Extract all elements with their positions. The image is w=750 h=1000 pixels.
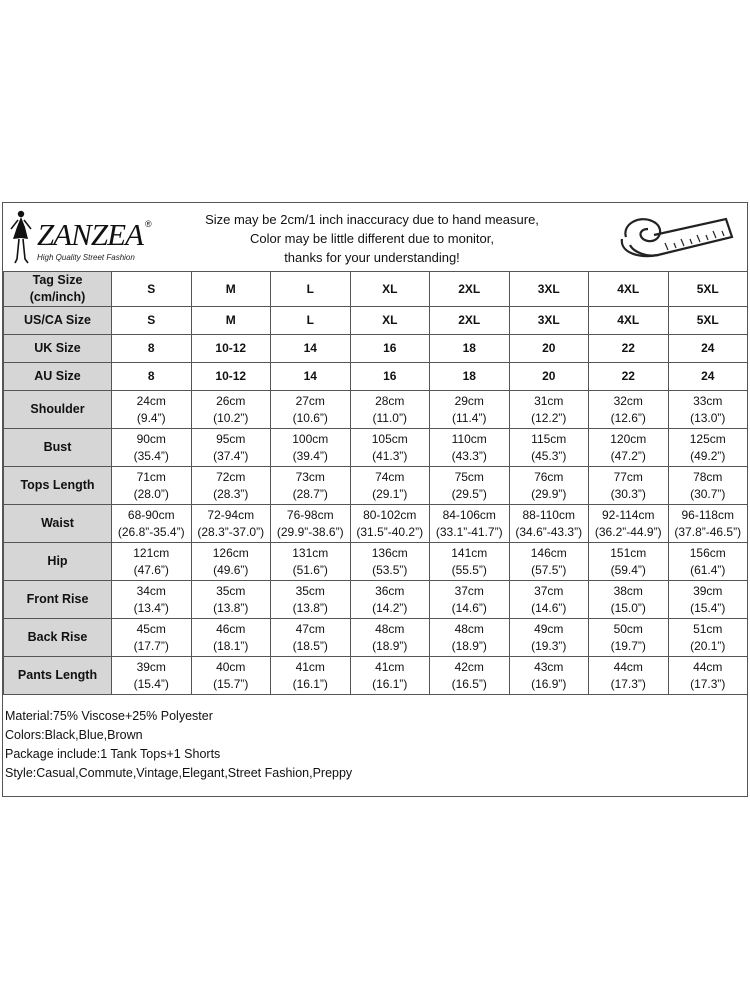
inch-value: (18.9”) [451,638,487,653]
measurement-cell [668,657,748,695]
measurement-cell [191,505,271,543]
size-cell: 10-12 [191,335,271,363]
size-header-row [4,272,748,307]
inch-value: (28.0”) [133,486,169,501]
inch-value: (15.4”) [690,600,726,615]
measurement-cell [430,429,510,467]
inch-value: (28.3”) [213,486,249,501]
measurement-cell [350,391,430,429]
inch-value: (14.2”) [372,600,408,615]
cm-value: 88-110cm [522,507,575,522]
cm-value: 44cm [613,659,643,674]
cm-value: 95cm [216,431,246,446]
row-label-text: (cm/inch) [29,290,86,304]
inch-value: (16.1”) [292,676,328,691]
inch-value: (18.9”) [372,638,408,653]
cm-value: 90cm [136,431,166,446]
measurement-cell [271,543,351,581]
cm-value: 51cm [693,621,723,636]
measurement-cell [589,657,669,695]
cm-value: 39cm [693,583,723,598]
inch-value: (13.0”) [690,410,726,425]
cm-value: 50cm [613,621,643,636]
cm-value: 156cm [689,545,726,560]
notice-line: Size may be 2cm/1 inch inaccuracy due to hand measure, [205,212,539,227]
cm-value: 26cm [216,393,246,408]
inch-value: (33.1”-41.7”) [435,524,503,539]
measurement-cell [112,505,192,543]
cm-value: 41cm [295,659,325,674]
inch-value: (14.6”) [451,600,487,615]
measurement-cell [430,391,510,429]
cm-value: 47cm [295,621,325,636]
size-cell: 24 [668,363,748,391]
cm-value: 24cm [136,393,166,408]
measurement-cell [191,657,271,695]
row-label: Shoulder [4,391,112,429]
measurement-cell [191,467,271,505]
row-label: Tops Length [4,467,112,505]
inch-value: (28.3”-37.0”) [197,524,265,539]
measurement-cell [430,657,510,695]
cm-value: 35cm [216,583,246,598]
cm-value: 100cm [292,431,329,446]
measurement-cell [350,429,430,467]
measurement-cell [271,657,351,695]
measurement-cell [112,391,192,429]
size-cell: 16 [350,335,430,363]
measurement-cell [112,581,192,619]
size-cell: 5XL [668,307,748,335]
inch-value: (13.8”) [213,600,249,615]
measurement-cell [271,467,351,505]
inch-value: (55.5”) [451,562,487,577]
row-label: Front Rise [4,581,112,619]
size-cell: 3XL [509,272,589,307]
cm-value: 48cm [454,621,484,636]
cm-value: 28cm [375,393,405,408]
row-label: Hip [4,543,112,581]
measurement-row [4,429,748,467]
measurement-cell [668,619,748,657]
inch-value: (9.4”) [136,410,166,425]
measurement-cell [589,543,669,581]
inch-value: (15.7”) [213,676,249,691]
cm-value: 43cm [534,659,564,674]
inch-value: (43.3”) [451,448,487,463]
measurement-cell [112,619,192,657]
package-line: Package include:1 Tank Tops+1 Shorts [5,747,221,761]
cm-value: 96-118cm [681,507,734,522]
cm-value: 75cm [454,469,484,484]
row-label-text: US/CA Size [24,313,91,327]
inch-value: (16.5”) [451,676,487,691]
measurement-cell [191,391,271,429]
inch-value: (53.5”) [372,562,408,577]
cm-value: 73cm [295,469,325,484]
cm-value: 44cm [693,659,723,674]
size-cell: 8 [112,335,192,363]
cm-value: 29cm [454,393,484,408]
inch-value: (19.3”) [531,638,567,653]
cm-value: 92-114cm [602,507,655,522]
brand-name: ZANZEA [37,217,143,252]
cm-value: 48cm [375,621,405,636]
cm-value: 120cm [610,431,647,446]
size-cell: M [191,307,271,335]
measurement-notice [173,210,571,267]
measurement-cell [668,581,748,619]
cm-value: 41cm [375,659,405,674]
cm-value: 46cm [216,621,246,636]
measurement-cell [350,619,430,657]
row-label: Waist [4,505,112,543]
size-cell: XL [350,272,430,307]
cm-value: 33cm [693,393,723,408]
row-label-text: AU Size [34,369,81,383]
inch-value: (51.6”) [292,562,328,577]
measurement-cell [509,581,589,619]
cm-value: 72cm [216,469,246,484]
colors-line: Colors:Black,Blue,Brown [5,728,143,742]
measurement-cell [350,543,430,581]
cm-value: 125cm [689,431,726,446]
cm-value: 40cm [216,659,246,674]
measurement-cell [112,429,192,467]
size-cell: S [112,307,192,335]
size-cell: 24 [668,335,748,363]
cm-value: 115cm [531,431,567,446]
measurement-cell [350,505,430,543]
inch-value: (47.6”) [133,562,169,577]
inch-value: (13.4”) [133,600,169,615]
cm-value: 32cm [613,393,643,408]
inch-value: (16.1”) [372,676,408,691]
row-label: Pants Length [4,657,112,695]
inch-value: (39.4”) [292,448,328,463]
inch-value: (10.6”) [292,410,328,425]
size-cell: L [271,307,351,335]
measurement-row [4,505,748,543]
inch-value: (31.5”-40.2”) [356,524,424,539]
inch-value: (28.7”) [292,486,328,501]
inch-value: (49.2”) [690,448,726,463]
measurement-row [4,619,748,657]
cm-value: 76-98cm [286,507,334,522]
measurement-cell [430,467,510,505]
registered-mark: ® [145,219,152,229]
size-cell: S [112,272,192,307]
cm-value: 136cm [371,545,408,560]
measurement-cell [668,467,748,505]
measuring-tape-icon [608,207,740,269]
inch-value: (29.9”) [531,486,567,501]
cm-value: 38cm [613,583,643,598]
inch-value: (18.1”) [213,638,249,653]
measurement-cell [350,657,430,695]
inch-value: (41.3”) [372,448,408,463]
measurement-cell [112,657,192,695]
size-header-row [4,335,748,363]
notice-line: Color may be little different due to monitor, [250,231,494,246]
measurement-cell [589,619,669,657]
cm-value: 126cm [212,545,249,560]
row-label: Bust [4,429,112,467]
size-cell: 20 [509,363,589,391]
size-cell: 2XL [430,272,510,307]
measurement-cell [509,657,589,695]
measurement-cell [271,581,351,619]
inch-value: (13.8”) [292,600,328,615]
measurement-row [4,657,748,695]
cm-value: 110cm [451,431,487,446]
fashion-figure-icon [7,209,35,267]
cm-value: 36cm [375,583,405,598]
inch-value: (17.3”) [690,676,726,691]
measurement-cell [271,505,351,543]
measurement-cell [350,581,430,619]
cm-value: 74cm [375,469,405,484]
size-cell: 3XL [509,307,589,335]
size-cell: 5XL [668,272,748,307]
inch-value: (18.5”) [292,638,328,653]
cm-value: 39cm [136,659,166,674]
cm-value: 77cm [613,469,643,484]
measurement-row [4,467,748,505]
measurement-cell [271,429,351,467]
cm-value: 68-90cm [127,507,175,522]
inch-value: (17.7”) [133,638,169,653]
measurement-cell [112,543,192,581]
size-cell: 22 [589,363,669,391]
measurement-cell [430,581,510,619]
row-label: Back Rise [4,619,112,657]
inch-value: (45.3”) [531,448,567,463]
measurement-cell [589,467,669,505]
measurement-cell [668,505,748,543]
inch-value: (16.9”) [531,676,567,691]
inch-value: (29.9”-38.6”) [276,524,344,539]
inch-value: (11.4”) [452,410,487,425]
measurement-cell [271,391,351,429]
inch-value: (49.6”) [213,562,249,577]
inch-value: (37.8”-46.5”) [674,524,742,539]
cm-value: 27cm [295,393,325,408]
row-label-text: UK Size [34,341,81,355]
size-cell: 16 [350,363,430,391]
inch-value: (11.0”) [372,410,407,425]
cm-value: 37cm [454,583,484,598]
inch-value: (20.1”) [690,638,726,653]
material-line: Material:75% Viscose+25% Polyester [5,709,213,723]
size-chart [2,202,748,797]
style-line: Style:Casual,Commute,Vintage,Elegant,Street Fashion,Preppy [5,766,353,780]
inch-value: (26.8”-35.4”) [117,524,185,539]
cm-value: 121cm [133,545,170,560]
inch-value: (61.4”) [690,562,726,577]
size-cell: 14 [271,363,351,391]
inch-value: (57.5”) [531,562,567,577]
measurement-cell [191,619,271,657]
size-cell: 20 [509,335,589,363]
size-cell: 22 [589,335,669,363]
cm-value: 72-94cm [207,507,255,522]
size-cell: 8 [112,363,192,391]
inch-value: (15.0”) [610,600,646,615]
measurement-cell [191,429,271,467]
measurement-cell [589,581,669,619]
inch-value: (59.4”) [610,562,646,577]
measurement-cell [112,467,192,505]
cm-value: 31cm [534,393,564,408]
measurement-cell [191,581,271,619]
cm-value: 76cm [534,469,564,484]
inch-value: (12.6”) [610,410,646,425]
notice-line: thanks for your understanding! [284,250,460,265]
cm-value: 80-102cm [363,507,417,522]
measurement-row [4,391,748,429]
measurement-cell [509,619,589,657]
measurement-cell [589,429,669,467]
inch-value: (35.4”) [133,448,169,463]
inch-value: (37.4”) [213,448,249,463]
inch-value: (30.7”) [690,486,726,501]
measurement-cell [509,543,589,581]
measurement-cell [589,391,669,429]
size-cell: L [271,272,351,307]
measurement-cell [668,391,748,429]
measurement-row [4,543,748,581]
measurement-cell [509,467,589,505]
product-info [5,707,352,783]
cm-value: 78cm [693,469,723,484]
measurement-cell [509,429,589,467]
row-label [4,363,112,391]
cm-value: 42cm [454,659,484,674]
measurement-cell [589,505,669,543]
size-cell: 18 [430,335,510,363]
size-cell: XL [350,307,430,335]
row-label [4,307,112,335]
inch-value: (29.5”) [451,486,487,501]
inch-value: (36.2”-44.9”) [594,524,662,539]
inch-value: (19.7”) [610,638,646,653]
measurement-cell [350,467,430,505]
inch-value: (12.2”) [531,410,567,425]
cm-value: 35cm [295,583,325,598]
size-cell: 18 [430,363,510,391]
measurement-cell [430,619,510,657]
size-cell: M [191,272,271,307]
cm-value: 105cm [371,431,408,446]
size-cell: 14 [271,335,351,363]
measurement-cell [430,543,510,581]
inch-value: (15.4”) [133,676,169,691]
cm-value: 141cm [451,545,488,560]
inch-value: (47.2”) [610,448,646,463]
size-cell: 10-12 [191,363,271,391]
measurement-cell [271,619,351,657]
measurement-cell [668,543,748,581]
cm-value: 45cm [136,621,166,636]
cm-value: 131cm [292,545,329,560]
row-label [4,335,112,363]
measurement-cell [668,429,748,467]
size-cell: 4XL [589,272,669,307]
inch-value: (17.3”) [610,676,646,691]
size-cell: 4XL [589,307,669,335]
inch-value: (29.1”) [372,486,408,501]
cm-value: 84-106cm [442,507,496,522]
cm-value: 34cm [136,583,166,598]
cm-value: 71cm [136,469,166,484]
size-header-row [4,307,748,335]
inch-value: (10.2”) [213,410,249,425]
size-table [3,271,748,695]
cm-value: 146cm [530,545,567,560]
measurement-row [4,581,748,619]
measurement-cell [191,543,271,581]
measurement-cell [509,505,589,543]
inch-value: (14.6”) [531,600,567,615]
inch-value: (30.3”) [610,486,646,501]
brand-tagline: High Quality Street Fashion [37,253,135,262]
chart-header [3,203,747,272]
row-label [4,272,112,307]
cm-value: 49cm [534,621,564,636]
size-cell: 2XL [430,307,510,335]
cm-value: 151cm [610,545,647,560]
measurement-cell [509,391,589,429]
brand-logo [7,209,157,267]
inch-value: (34.6”-43.3”) [515,524,583,539]
size-header-row [4,363,748,391]
row-label-text: Tag Size [32,273,83,287]
measurement-cell [430,505,510,543]
cm-value: 37cm [534,583,564,598]
